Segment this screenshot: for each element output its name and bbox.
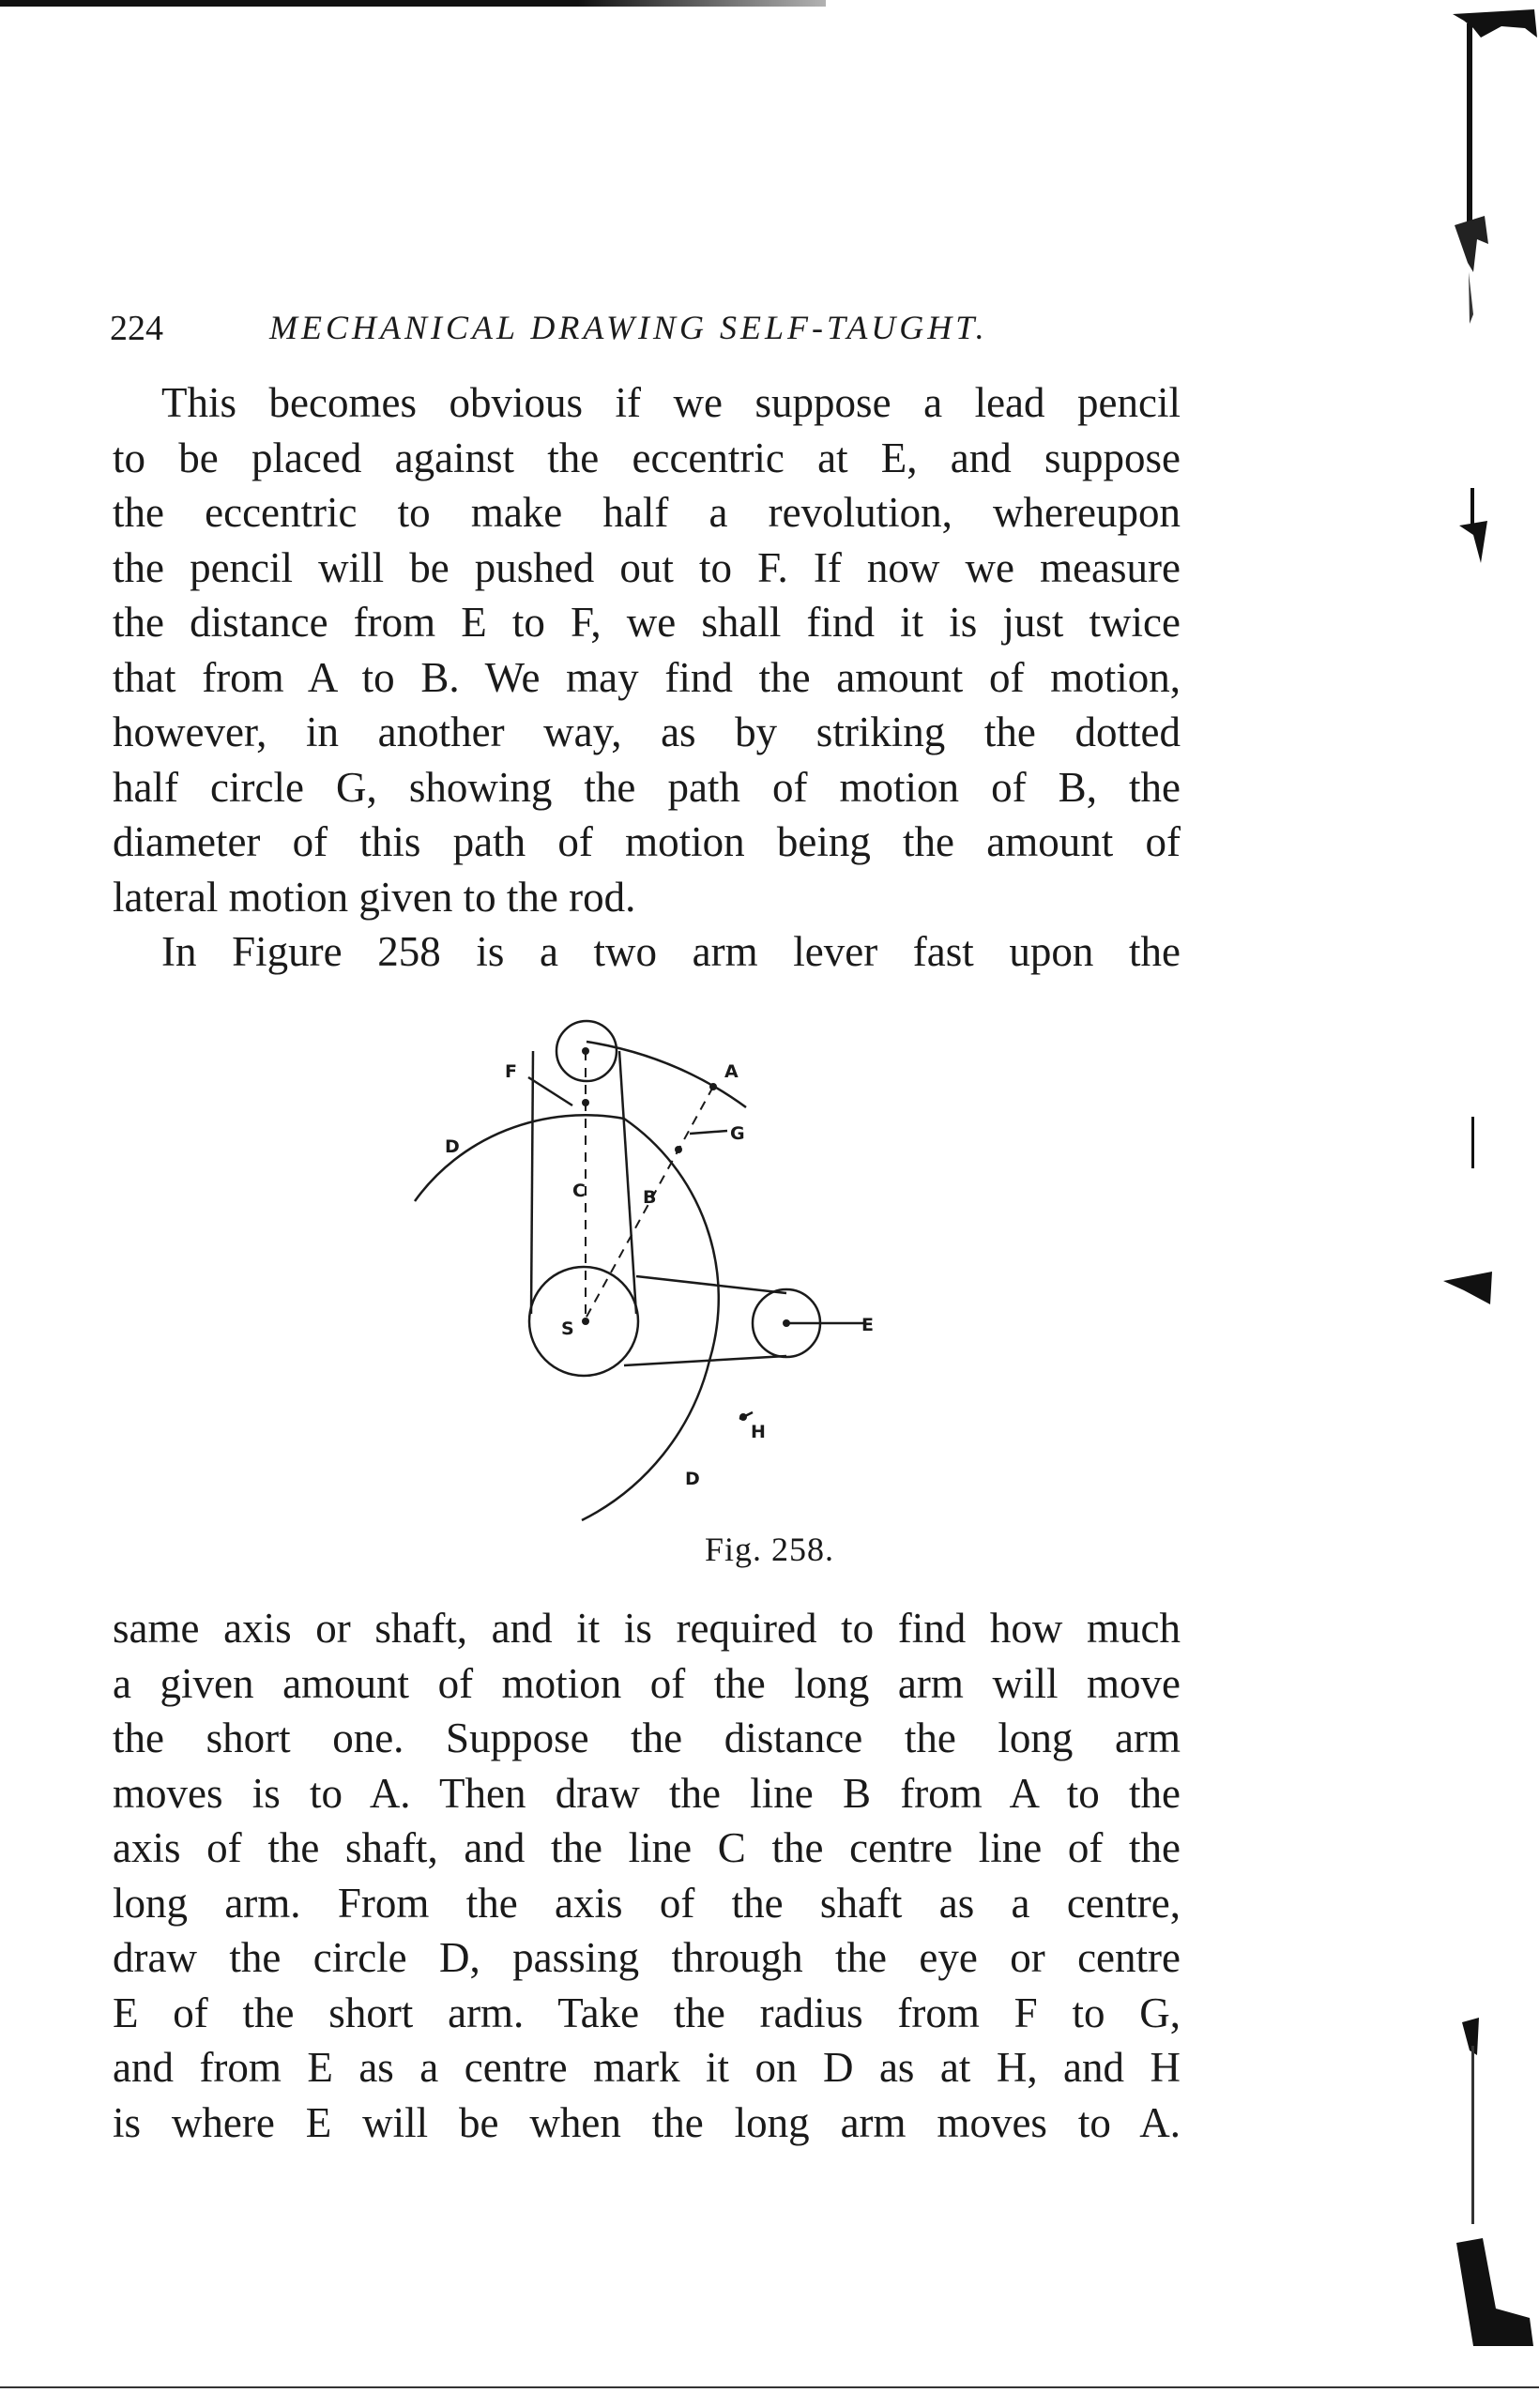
page-number: 224 <box>110 309 163 348</box>
paragraph-3 <box>113 1601 1181 2150</box>
text-line: the pencil will be pushed out to F. If now we measure <box>113 543 1181 591</box>
running-title: MECHANICAL DRAWING SELF-TAUGHT. <box>269 309 988 346</box>
text-line: is where E will be when the long arm moves to A. <box>113 2098 1181 2146</box>
text-line: that from A to B. We may find the amount of motion, <box>113 653 1181 701</box>
label-s: S <box>561 1318 574 1339</box>
label-d-bottom: D <box>685 1469 700 1489</box>
label-b: B <box>643 1187 657 1208</box>
label-h: H <box>751 1422 766 1442</box>
text-line: axis of the shaft, and the line C the centre line of the <box>113 1824 1181 1871</box>
arrow-g <box>690 1131 727 1134</box>
text-line: the short one. Suppose the distance the long arm <box>113 1715 1181 1761</box>
text-line: diameter of this path of motion being the amount of <box>113 818 1181 865</box>
label-e: E <box>861 1315 874 1335</box>
long-arm-left <box>531 1051 533 1314</box>
arc-a <box>587 1042 746 1107</box>
text-line: E of the short arm. Take the radius from F to G, <box>113 1989 1181 2036</box>
page-header <box>110 298 1189 355</box>
text-line: to be placed against the eccentric at E, and suppose <box>113 434 1181 481</box>
scan-edge-right <box>1436 0 1539 2408</box>
arrow-f <box>528 1077 572 1105</box>
text-line: same axis or shaft, and it is required to find how much <box>113 1605 1181 1652</box>
text-line: half circle G, showing the path of motion of B, the <box>113 763 1181 811</box>
figure-258 <box>394 995 920 1539</box>
short-arm-bottom <box>624 1356 786 1365</box>
text-line: long arm. From the axis of the shaft as a centre, <box>113 1879 1181 1927</box>
paragraph-2 <box>113 924 1181 980</box>
text-line: and from E as a centre mark it on D as at H, and H <box>113 2044 1181 2091</box>
text-line: draw the circle D, passing through the eye or centre <box>113 1934 1181 1981</box>
scan-edge-top <box>0 0 826 7</box>
label-a: A <box>724 1061 739 1082</box>
label-d-top: D <box>445 1136 460 1157</box>
text-line: a given amount of motion of the long arm will move <box>113 1659 1181 1707</box>
short-arm-top <box>636 1276 786 1293</box>
text-line: the eccentric to make half a revolution, whereupon <box>113 489 1181 536</box>
label-c: C <box>572 1181 586 1201</box>
scan-edge-bottom <box>0 2386 1539 2388</box>
text-line: In Figure 258 is a two arm lever fast upon the <box>161 928 1181 975</box>
paragraph-1 <box>113 375 1181 924</box>
label-g: G <box>730 1123 745 1144</box>
text-line: This becomes obvious if we suppose a lead pencil <box>161 379 1181 426</box>
text-line: the distance from E to F, we shall find it is just twice <box>113 599 1181 646</box>
text-line: moves is to A. Then draw the line B from A to the <box>113 1769 1181 1817</box>
text-line: lateral motion given to the rod. <box>113 873 636 921</box>
figure-caption: Fig. 258. <box>704 1531 835 1568</box>
label-f: F <box>505 1061 517 1082</box>
long-arm-right <box>619 1051 636 1314</box>
text-line: however, in another way, as by striking the dotted <box>113 709 1181 755</box>
